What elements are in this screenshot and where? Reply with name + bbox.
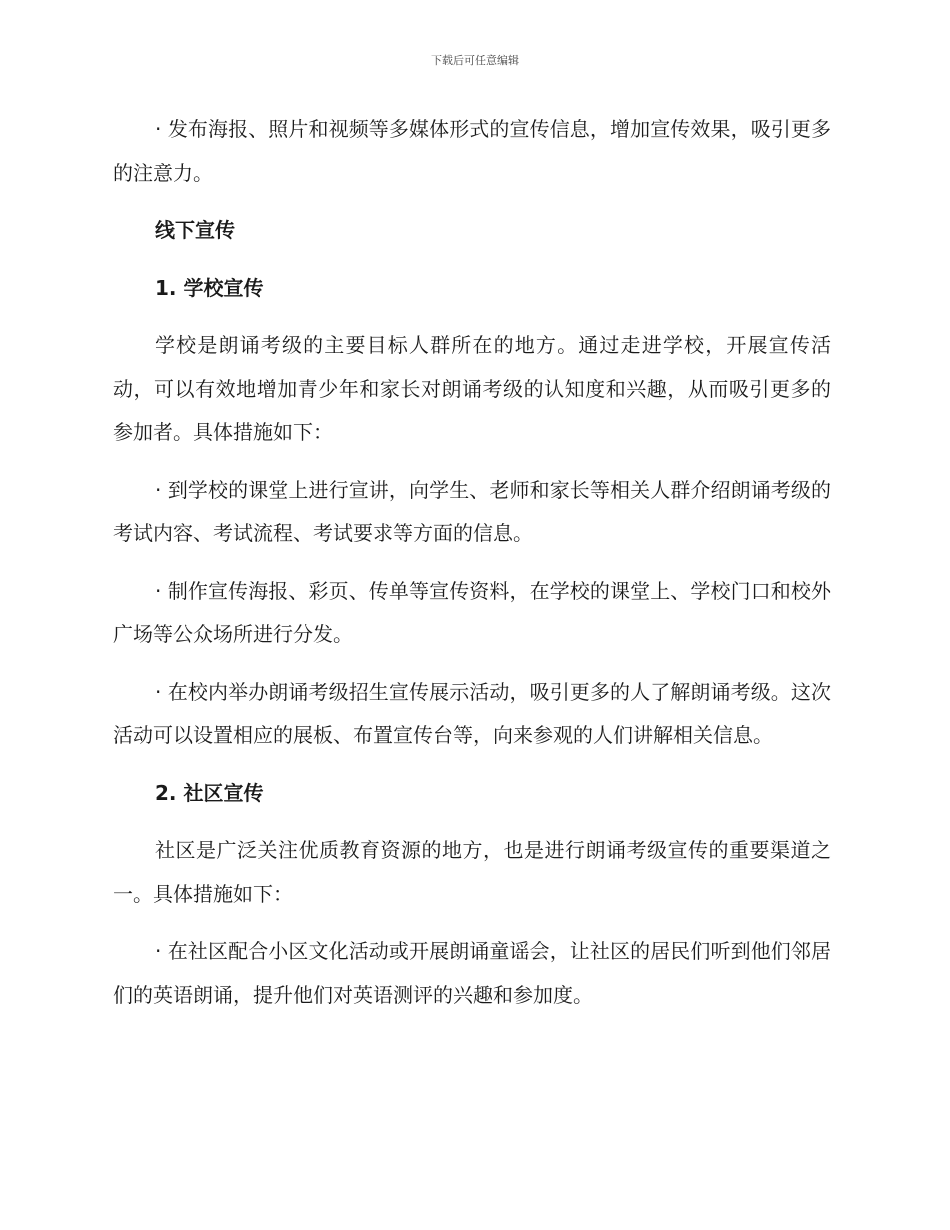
bullet-paragraph: · 制作宣传海报、彩页、传单等宣传资料，在学校的课堂上、学校门口和校外广场等公众场所进行分发。 — [113, 578, 831, 646]
page-header: 下载后可任意编辑 — [431, 54, 519, 67]
bullet-paragraph: · 在校内举办朗诵考级招生宣传展示活动，吸引更多的人了解朗诵考级。这次活动可以设置相应的展板、布置宣传台等，向来参观的人们讲解相关信息。 — [113, 679, 831, 747]
bullet-paragraph: · 在社区配合小区文化活动或开展朗诵童谣会，让社区的居民们听到他们邻居们的英语朗诵，提升他们对英语测评的兴趣和参加度。 — [113, 939, 831, 1007]
document-body — [113, 108, 831, 1031]
body-paragraph: 社区是广泛关注优质教育资源的地方，也是进行朗诵考级宣传的重要渠道之一。具体措施如下： — [113, 838, 831, 906]
subsection-heading: 1. 学校宣传 — [155, 275, 264, 300]
section-heading: 线下宣传 — [155, 218, 235, 242]
bullet-paragraph: · 到学校的课堂上进行宣讲，向学生、老师和家长等相关人群介绍朗诵考级的考试内容、考试流程、考试要求等方面的信息。 — [113, 477, 831, 545]
subsection-heading: 2. 社区宣传 — [155, 780, 264, 805]
body-paragraph: 学校是朗诵考级的主要目标人群所在的地方。通过走进学校，开展宣传活动，可以有效地增加青少年和家长对朗诵考级的认知度和兴趣，从而吸引更多的参加者。具体措施如下： — [113, 333, 831, 444]
bullet-paragraph: · 发布海报、照片和视频等多媒体形式的宣传信息，增加宣传效果，吸引更多的注意力。 — [113, 117, 831, 185]
